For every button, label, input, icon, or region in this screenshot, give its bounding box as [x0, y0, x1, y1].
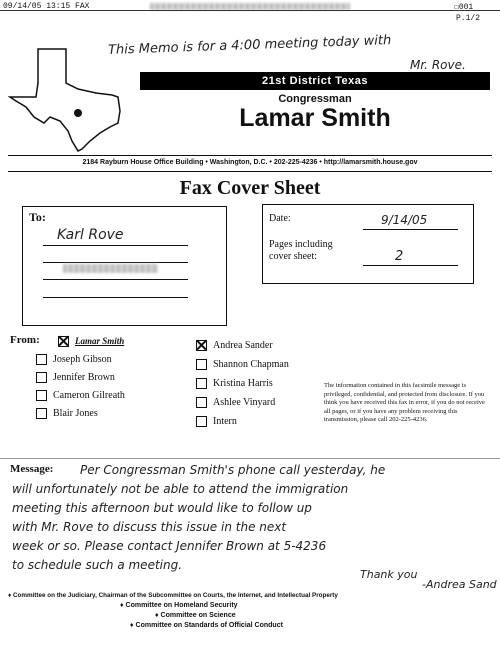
- fax-header-rule: [0, 10, 500, 11]
- committee-name: Committee on Standards of Official Conduct: [135, 622, 283, 629]
- sender-option-1[interactable]: [196, 359, 289, 370]
- checkbox-icon[interactable]: [36, 372, 47, 383]
- sender-name: Jennifer Brown: [53, 372, 115, 383]
- info-box: [262, 204, 474, 284]
- congressman-name: Lamar Smith: [239, 104, 391, 132]
- date-value: 9/14/05: [381, 213, 428, 227]
- handwritten-note-line1: This Memo is for a 4:00 meeting today with: [107, 33, 392, 58]
- document-title: Fax Cover Sheet: [179, 177, 321, 199]
- committee-item: [120, 602, 238, 609]
- checkbox-checked-icon[interactable]: [196, 340, 207, 351]
- date-line: [363, 229, 458, 230]
- redacted-field: [63, 264, 158, 273]
- sender-option-4[interactable]: [36, 408, 98, 419]
- message-line: will unfortunately not be able to attend the immigration: [12, 482, 349, 496]
- message-line: Per Congressman Smith's phone call yesterday, he: [80, 463, 386, 477]
- checkbox-icon[interactable]: [36, 354, 47, 365]
- checkbox-icon[interactable]: [36, 390, 47, 401]
- checkbox-icon[interactable]: [196, 359, 207, 370]
- committee-item: [130, 622, 283, 629]
- checkbox-icon[interactable]: [196, 397, 207, 408]
- fax-page-count: P.1/2: [456, 14, 481, 23]
- message-line: week or so. Please contact Jennifer Brown at 5-4236: [12, 539, 327, 553]
- checkbox-icon[interactable]: [196, 378, 207, 389]
- from-label: From:: [10, 334, 40, 346]
- texas-map-icon: [8, 45, 128, 155]
- message-divider: [0, 458, 500, 459]
- sender-option-1[interactable]: [36, 354, 112, 365]
- date-label: Date:: [269, 213, 291, 224]
- diamond-bullet-icon: ♦: [130, 622, 136, 629]
- pages-value: 2: [395, 249, 404, 264]
- fax-timestamp: 09/14/05 13:15 FAX: [3, 2, 90, 11]
- confidentiality-notice: The information contained in this facsimile message is privileged, confidential, and protected from disclosure. If you think you have received this fax in error, if you do not receive all pages, or if you have any problem receiving this transmission, please call 202-225-4236.: [324, 382, 485, 423]
- committee-name: Committee on the Judiciary, Chairman of the Subcommittee on Courts, the Internet, and Intellectual Property: [12, 592, 338, 599]
- congressman-title: Congressman: [278, 93, 352, 105]
- to-line-3: [43, 279, 188, 280]
- committee-name: Committee on Science: [160, 612, 236, 619]
- diamond-bullet-icon: ♦: [8, 592, 13, 599]
- recipient-name: Karl Rove: [57, 227, 124, 243]
- sender-name: Kristina Harris: [213, 378, 273, 389]
- pages-line: [363, 265, 458, 266]
- sender-name: Blair Jones: [53, 408, 98, 419]
- office-address: 2184 Rayburn House Office Building • Washington, D.C. • 202-225-4236 • http://lamarsmith.house.gov: [82, 159, 418, 166]
- committee-item: [8, 592, 338, 599]
- sender-name: Intern: [213, 416, 237, 427]
- fax-page-id: ☐001: [454, 3, 474, 12]
- to-line-1: [43, 245, 188, 246]
- message-line: to schedule such a meeting.: [12, 558, 183, 572]
- sender-option-3[interactable]: [196, 397, 275, 408]
- sender-option-2[interactable]: [36, 372, 115, 383]
- sender-name: Cameron Gilreath: [53, 390, 125, 401]
- sender-name: Ashlee Vinyard: [213, 397, 276, 408]
- sender-option-4[interactable]: [196, 416, 237, 427]
- message-closing: Thank you: [360, 568, 418, 581]
- message-signature: -Andrea Sand: [422, 578, 497, 591]
- to-line-4: [43, 297, 188, 298]
- to-line-2: [43, 262, 188, 263]
- sender-option-2[interactable]: [196, 378, 273, 389]
- sender-name: Lamar Smith: [75, 336, 125, 346]
- checkbox-icon[interactable]: [36, 408, 47, 419]
- redacted-fax-sender: [150, 3, 350, 10]
- to-box: [22, 206, 227, 326]
- district-label: 21st District Texas: [262, 75, 368, 87]
- committee-name: Committee on Homeland Security: [125, 602, 238, 609]
- letterhead-rule: [8, 155, 492, 156]
- sender-option-0[interactable]: [58, 336, 124, 347]
- district-banner: [140, 72, 490, 90]
- sender-name: Andrea Sander: [213, 340, 273, 351]
- sender-name: Shannon Chapman: [213, 359, 289, 370]
- sender-name: Joseph Gibson: [53, 354, 112, 365]
- committee-item: [155, 612, 236, 619]
- letterhead-rule-bottom: [8, 171, 492, 172]
- pages-label-2: cover sheet:: [269, 251, 318, 262]
- to-label: To:: [29, 210, 46, 224]
- diamond-bullet-icon: ♦: [120, 602, 126, 609]
- sender-option-3[interactable]: [36, 390, 125, 401]
- message-label: Message:: [10, 463, 54, 475]
- checkbox-checked-icon[interactable]: [58, 336, 69, 347]
- message-line: meeting this afternoon but would like to follow up: [12, 501, 312, 515]
- pages-label-1: Pages including: [269, 239, 333, 250]
- diamond-bullet-icon: ♦: [155, 612, 161, 619]
- sender-option-0[interactable]: [196, 340, 273, 351]
- message-line: with Mr. Rove to discuss this issue in the next: [12, 520, 287, 534]
- checkbox-icon[interactable]: [196, 416, 207, 427]
- handwritten-note-line2: Mr. Rove.: [410, 58, 466, 72]
